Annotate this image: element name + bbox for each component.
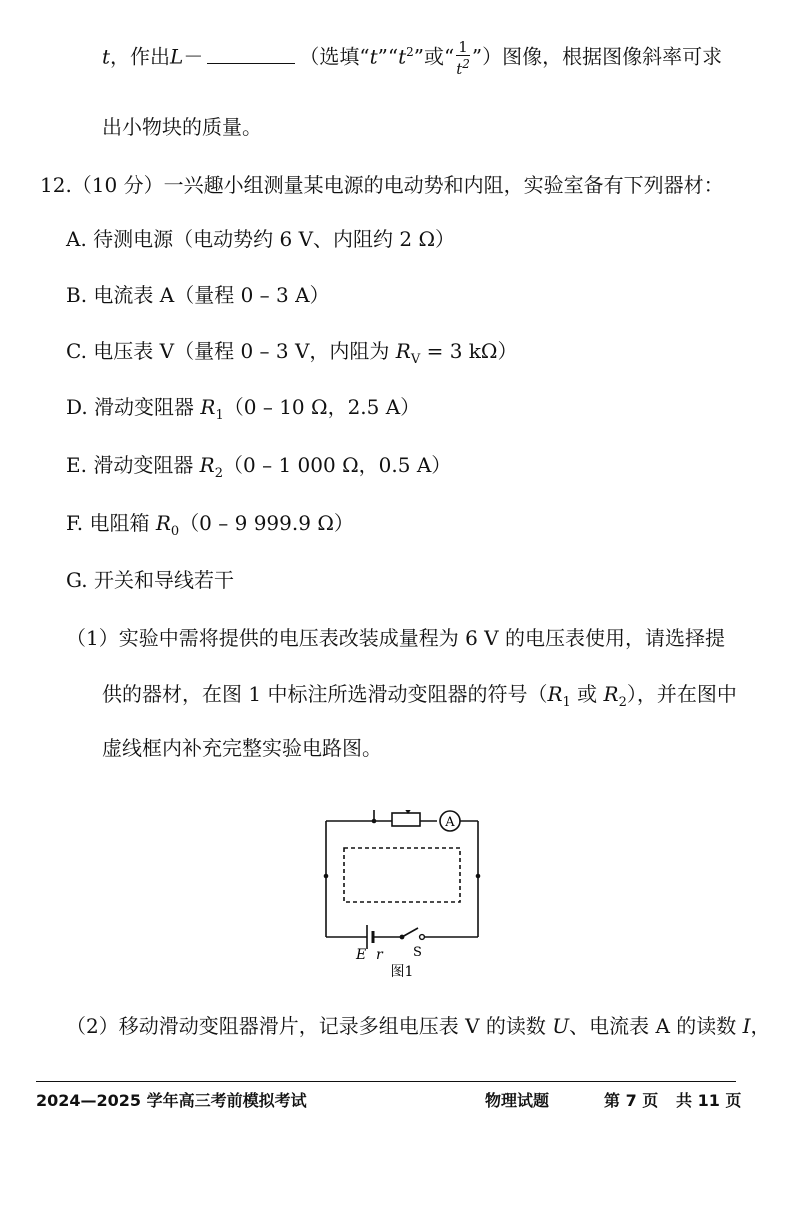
line-graph-choice [102,38,722,77]
text-segment: （0 – 9 999.9 Ω） [179,511,354,535]
subscript: 1 [562,695,571,710]
dashed-box [344,848,460,902]
junction-dot [372,819,377,824]
text-segment: ），并在图中 [626,682,737,706]
var-I: I [742,1014,751,1038]
circuit-diagram-figure-1 [310,810,500,985]
var-R: R [199,453,215,477]
part1-line2 [102,680,737,717]
var-t: t [369,44,378,69]
var-U: U [552,1014,570,1038]
text-segment: ，作出 [110,44,171,69]
text-segment: 、电流表 A 的读数 [569,1014,743,1038]
part2-line1 [66,1012,771,1040]
text-segment: （选填“ [299,44,370,69]
label-S: S [413,945,422,960]
footer-rule [36,1081,736,1082]
option-e [66,451,451,488]
label-r: r [376,947,383,963]
footer-exam-title: 2024—2025 学年高三考前模拟考试 [36,1091,307,1110]
fraction-numerator: 1 [458,38,468,57]
dash: － [183,44,204,69]
fraction-one-over-t-squared [456,39,470,77]
var-R: R [395,339,411,363]
text-segment: C. 电压表 V（量程 0 – 3 V，内阻为 [66,339,396,363]
option-a: A. 待测电源（电动势约 6 V、内阻约 2 Ω） [66,227,456,251]
option-d [66,393,420,430]
text-segment: D. 滑动变阻器 [66,395,201,419]
subscript: 2 [214,466,224,481]
subscript: V [410,352,421,367]
footer-total-pages: 共 11 页 [676,1091,742,1110]
text-segment: （2）移动滑动变阻器滑片，记录多组电压表 V 的读数 [66,1014,553,1038]
text-segment: ”“ [377,44,399,69]
junction-dot [476,874,481,879]
ammeter-label: A [445,815,455,830]
text-segment: ， [750,1014,771,1038]
text-segment: = 3 kΩ） [420,339,518,363]
switch-lever [402,928,418,937]
question-12-stem: 12.（10 分）一兴趣小组测量某电源的电动势和内阻，实验室备有下列器材： [40,173,724,197]
rheostat [392,813,420,826]
answer-blank [207,45,295,64]
fraction-denominator [456,56,470,77]
option-b: B. 电流表 A（量程 0 – 3 A） [66,283,330,307]
text-segment: （0 – 10 Ω，2.5 A） [223,395,421,419]
label-E: E [356,947,367,963]
text-segment: 或 [570,682,604,706]
var-R: R [547,682,563,706]
text-segment: ”）图像，根据图像斜率可求 [471,44,723,69]
var-R: R [603,682,619,706]
text-segment: E. 滑动变阻器 [66,453,200,477]
line-mass: 出小物块的质量。 [102,115,262,139]
var-t: t [102,44,111,69]
option-c [66,337,518,374]
subscript: 2 [618,695,627,710]
option-g: G. 开关和导线若干 [66,568,234,592]
subscript: 0 [170,524,180,539]
var-R: R [200,395,216,419]
superscript: 2 [462,57,470,72]
var-L: L [170,44,184,69]
superscript: 2 [406,45,414,59]
footer-subject: 物理试题 [485,1091,550,1110]
figure-caption: 图1 [390,964,414,980]
part1-line3: 虚线框内补充完整实验电路图。 [102,736,382,760]
option-f [66,509,354,546]
var-t: t [456,60,463,79]
text-segment: F. 电阻箱 [66,511,156,535]
text-segment: （0 – 1 000 Ω，0.5 A） [223,453,452,477]
text-segment: 供的器材，在图 1 中标注所选滑动变阻器的符号（ [102,682,548,706]
switch-contact [420,935,425,940]
slider-wire [374,810,408,821]
footer-page-number: 第 7 页 [604,1091,659,1110]
var-R: R [155,511,171,535]
part1-line1: （1）实验中需将提供的电压表改装成量程为 6 V 的电压表使用，请选择提 [66,626,725,650]
subscript: 1 [215,408,224,423]
switch-contact [400,935,405,940]
text-segment: ”或“ [413,44,455,69]
junction-dot [324,874,329,879]
var-t: t [398,44,407,69]
